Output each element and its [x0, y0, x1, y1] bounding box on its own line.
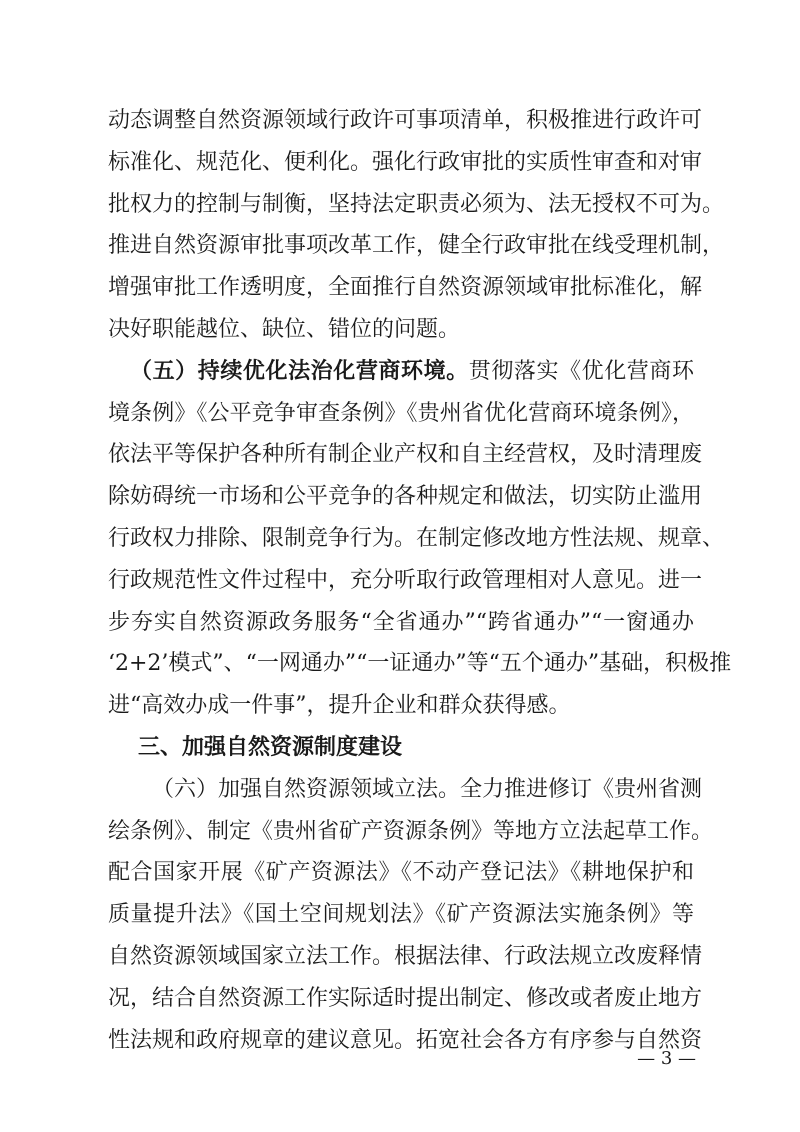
body-text	[108, 100, 732, 1061]
text-line: 性法规和政府规章的建议意见。拓宽社会各方有序参与自然资	[108, 1027, 703, 1053]
text-line: 依法平等保护各种所有制企业产权和自主经营权，及时清理废	[108, 442, 703, 468]
text-line	[108, 351, 694, 393]
text-line: 步夯实自然资源政务服务“全省通办”“跨省通办”“一窗通办	[108, 609, 694, 635]
subheading-five: （五）持续优化法治化营商环境。	[130, 358, 469, 384]
page-number: — 3 —	[637, 1048, 696, 1069]
subheading-six: （六）加强自然资源领域立法。	[152, 776, 461, 802]
text-run: 全力推进修订《贵州省测	[460, 776, 703, 802]
text-line: 批权力的控制与制衡，坚持法定职责必须为、法无授权不可为。	[108, 191, 725, 217]
section-heading: 三、加强自然资源制度建设	[138, 734, 403, 760]
text-line: 境条例》《公平竞争审查条例》《贵州省优化营商环境条例》，	[108, 400, 694, 426]
text-line: 进“高效办成一件事”，提升企业和群众获得感。	[108, 693, 571, 719]
text-line: ‘2+2’模式”、“一网通办”“一证通办”等“五个通办”基础，积极推	[108, 651, 732, 677]
text-line: 配合国家开展《矿产资源法》《不动产登记法》《耕地保护和	[108, 860, 694, 886]
text-line: 自然资源领域国家立法工作。根据法律、行政法规立改废释情	[108, 943, 703, 969]
text-line: 行政规范性文件过程中，充分听取行政管理相对人意见。进一	[108, 567, 703, 593]
text-line: 推进自然资源审批事项改革工作，健全行政审批在线受理机制，	[108, 233, 725, 259]
text-line: 除妨碍统一市场和公平竞争的各种规定和做法，切实防止滥用	[108, 484, 703, 510]
text-run: 贯彻落实《优化营商环	[468, 358, 694, 384]
text-line: 动态调整自然资源领域行政许可事项清单，积极推进行政许可	[108, 108, 703, 133]
text-line: 绘条例》、制定《贵州省矿产资源条例》等地方立法起草工作。	[108, 818, 714, 844]
text-line: 质量提升法》《国土空间规划法》《矿产资源法实施条例》等	[108, 902, 694, 928]
text-line	[108, 769, 703, 811]
text-line: 增强审批工作透明度，全面推行自然资源领域审批标准化，解	[108, 275, 703, 301]
text-line: 况，结合自然资源工作实际适时提出制定、修改或者废止地方	[108, 985, 703, 1011]
text-line: 决好职能越位、缺位、错位的问题。	[108, 316, 461, 342]
text-line: 标准化、规范化、便利化。强化行政审批的实质性审查和对审	[108, 149, 703, 175]
text-line: 行政权力排除、限制竞争行为。在制定修改地方性法规、规章、	[108, 525, 725, 551]
